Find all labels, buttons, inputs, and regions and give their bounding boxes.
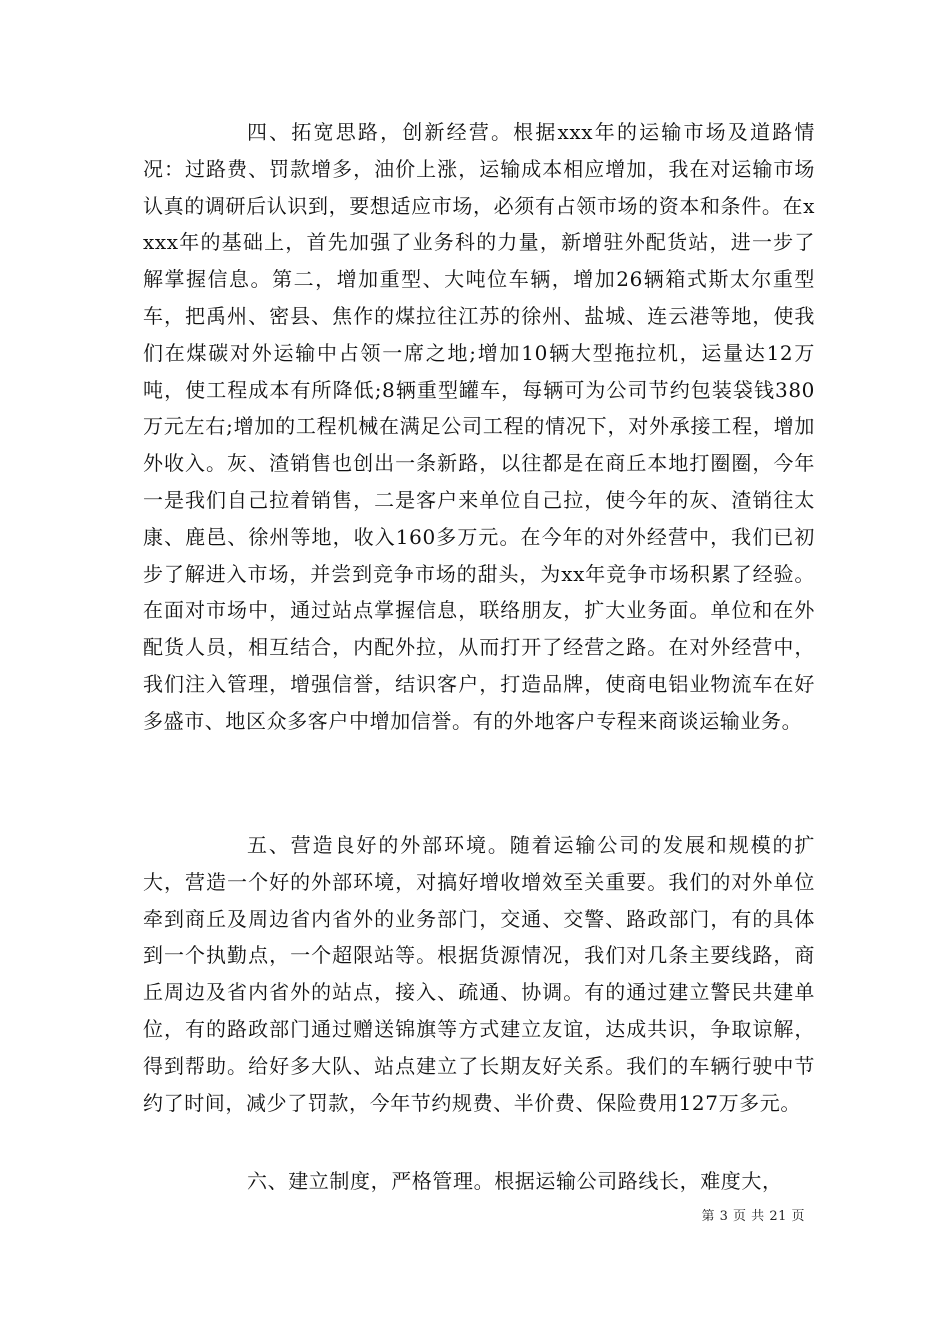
paragraph-text: 四、拓宽思路，创新经营。根据xxx年的运输市场及道路情况：过路费、罚款增多，油价上涨，运输成本相应增加，我在对运输市场认真的调研后认识到，要想适应市场，必须有占领市场的资本和条件。在xxxx年的基础上，首先加强了业务科的力量，新增驻外配货站，进一步了解掌握信息。第二，增加重型、大吨位车辆，增加26辆箱式斯太尔重型车，把禹州、密县、焦作的煤拉往江苏的徐州、盐城、连云港等地，使我们在煤碳对外运输中占领一席之地;增加10辆大型拖拉机，运量达12万吨，使工程成本有所降低;8辆重型罐车，每辆可为公司节约包装袋钱380万元左右;增加的工程机械在满足公司工程的情况下，对外承接工程，增加外收入。灰、渣销售也创出一条新路，以往都是在商丘本地打圈圈，今年一是我们自己拉着销售，二是客户来单位自己拉，使今年的灰、渣销往太康、鹿邑、徐州等地，收入160多万元。在今年的对外经营中，我们已初步了解进入市场，并尝到竞争市场的甜头，为xx年竞争市场积累了经验。在面对市场中，通过站点掌握信息，联络朋友，扩大业务面。单位和在外配货人员，相互结合，内配外拉，从而打开了经营之路。在对外经营中，我们注入管理，增强信誉，结识客户，打造品牌，使商电铝业物流车在好多盛市、地区众多客户中增加信誉。有的外地客户专程来商谈运输业务。 <box>143 120 815 733</box>
paragraph-external-environment <box>143 827 815 1121</box>
paragraph-expand-business <box>143 114 815 740</box>
paragraph-establish-rules <box>143 1163 815 1200</box>
page-number-footer: 第 3 页 共 21 页 <box>701 1209 805 1224</box>
paragraph-text: 五、营造良好的外部环境。随着运输公司的发展和规模的扩大，营造一个好的外部环境，对搞好增收增效至关重要。我们的对外单位牵到商丘及周边省内省外的业务部门，交通、交警、路政部门，有的具体到一个执勤点，一个超限站等。根据货源情况，我们对几条主要线路，商丘周边及省内省外的站点，接入、疏通、协调。有的通过建立警民共建单位，有的路政部门通过赠送锦旗等方式建立友谊，达成共识，争取谅解，得到帮助。给好多大队、站点建立了长期友好关系。我们的车辆行驶中节约了时间，减少了罚款，今年节约规费、半价费、保险费用127万多元。 <box>143 833 815 1115</box>
paragraph-text: 六、建立制度，严格管理。根据运输公司路线长，难度大， <box>247 1169 783 1193</box>
